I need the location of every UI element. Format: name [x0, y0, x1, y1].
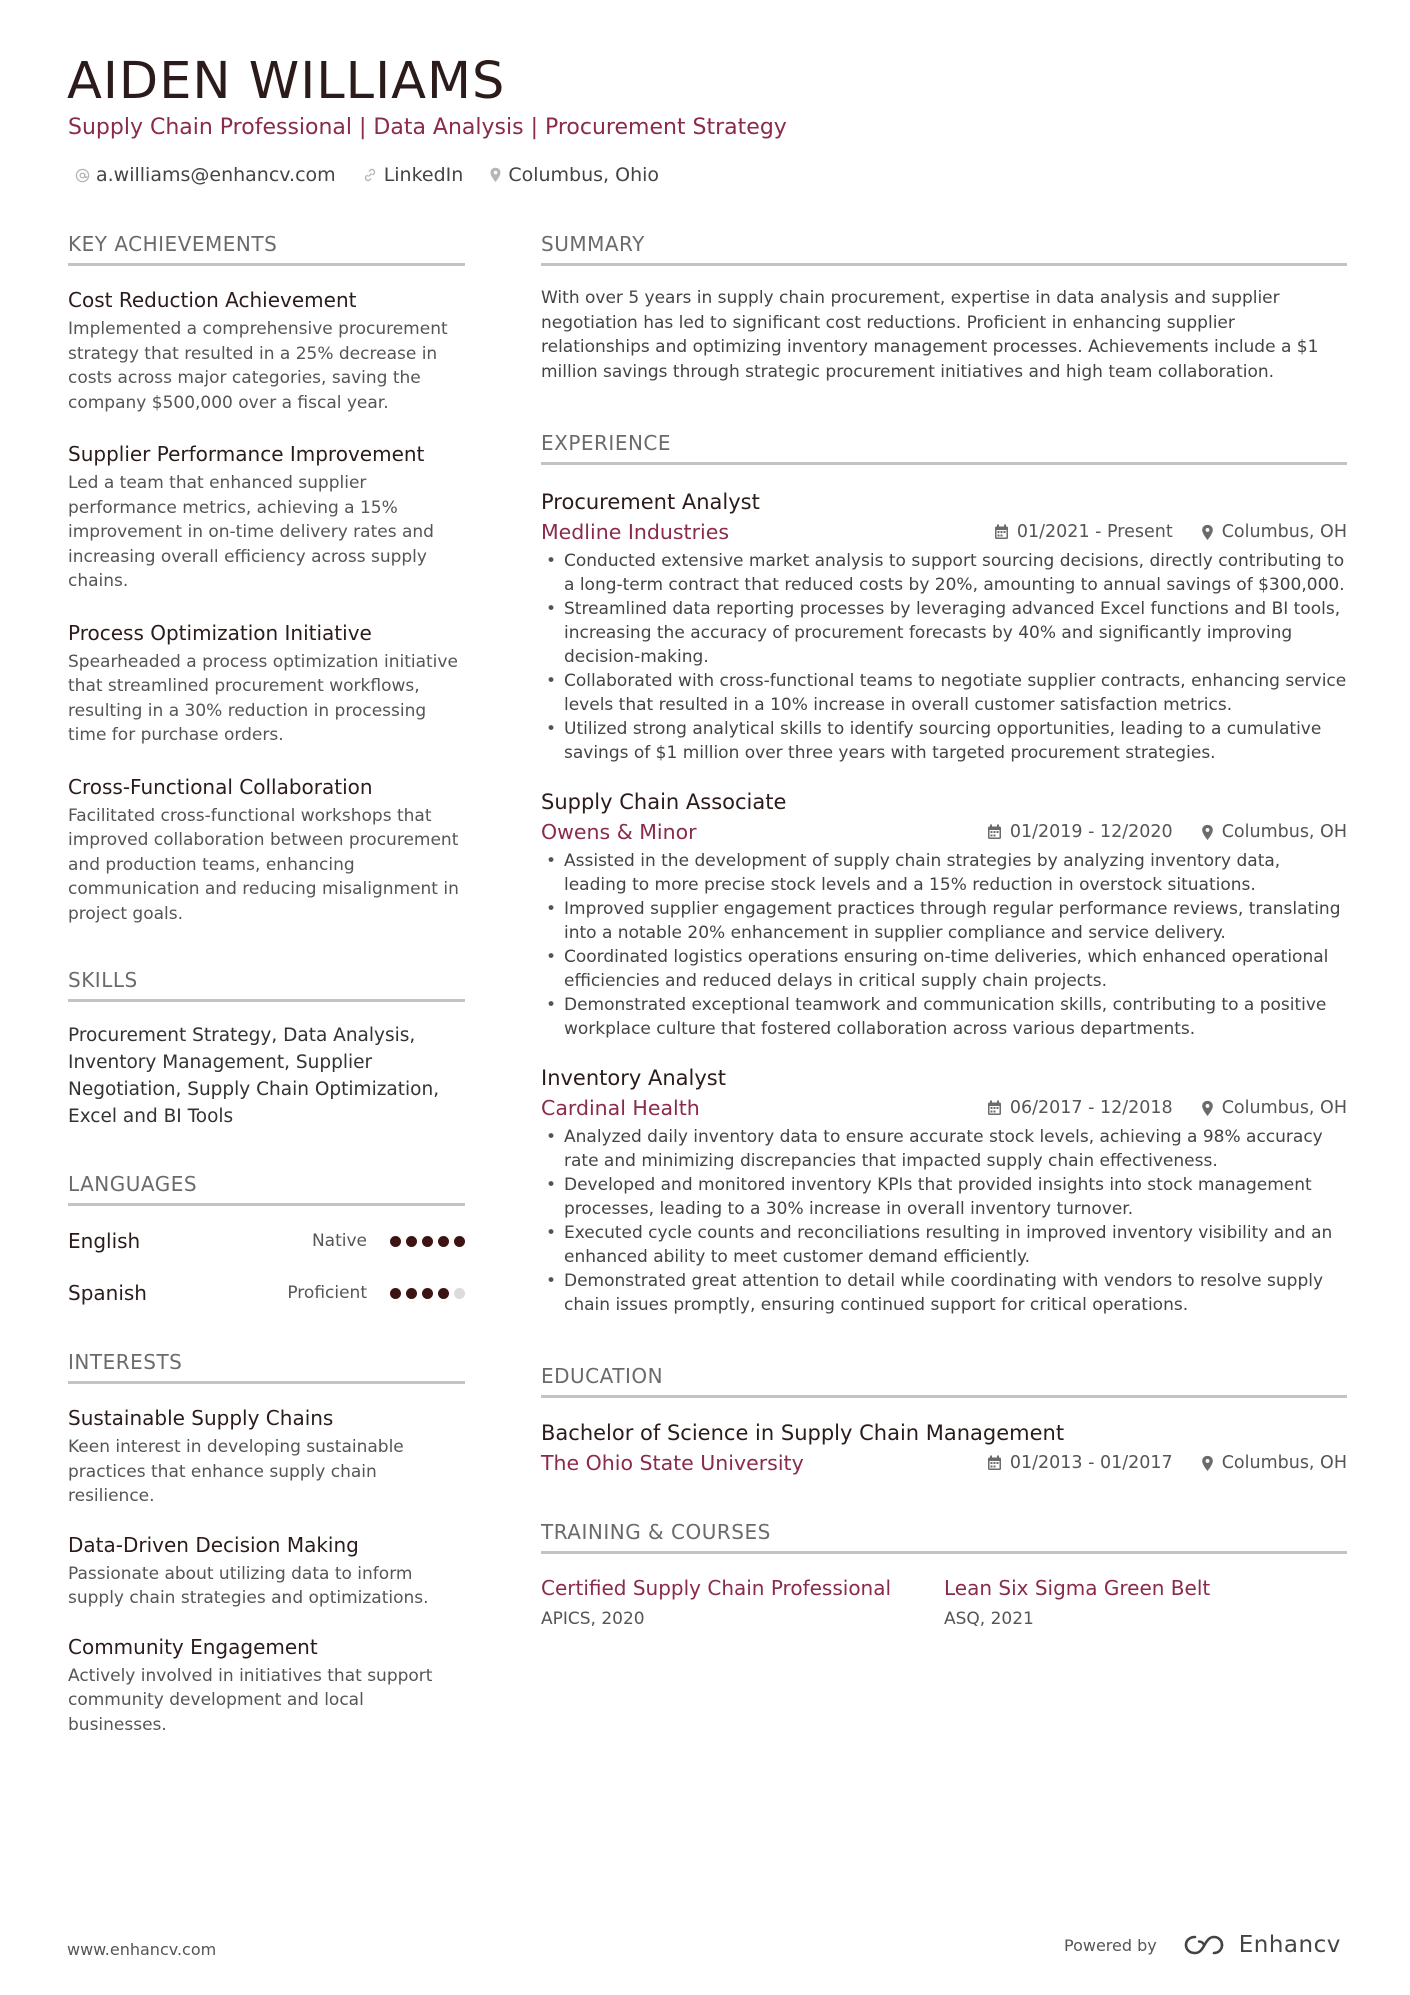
summary-text: With over 5 years in supply chain procurement, expertise in data analysis and supplier negotiation has led to significant cost reductions. Proficient in enhancing supplier relationships and optimizing inventory management processes. Achievements include a $1 million savings through strategic procurement initiatives and high team collaboration.: [541, 288, 1319, 382]
job-bullet: • Collaborated with cross-functional teams to negotiate supplier contracts, enhancing service levels that resulted in a 10% increase in overall customer satisfaction metrics.: [541, 669, 1347, 717]
contact-email[interactable]: [75, 162, 336, 188]
headline: Supply Chain Professional | Data Analysis | Procurement Strategy: [68, 115, 787, 140]
degree-title: Bachelor of Science in Supply Chain Management: [541, 1421, 1065, 1445]
job-bullets: [541, 849, 1347, 1041]
rating-dot: [438, 1236, 449, 1247]
language-row: [68, 1278, 465, 1308]
training-heading: TRAINING & COURSES: [541, 1518, 1347, 1554]
language-name: Spanish: [68, 1281, 147, 1305]
interest-desc: Actively involved in initiatives that support community development and local businesses.: [68, 1665, 433, 1735]
right-column: [541, 230, 1347, 1632]
achievement-item: [68, 773, 465, 927]
footer-website[interactable]: www.enhancv.com: [67, 1940, 217, 1959]
education-location-text: Columbus, OH: [1221, 1453, 1347, 1473]
job-location-text: Columbus, OH: [1221, 522, 1347, 542]
job-dates: [987, 1098, 1173, 1118]
job-bullet: • Executed cycle counts and reconciliations resulting in improved inventory visibility and an enhanced ability to meet customer demand efficiently.: [541, 1221, 1347, 1269]
interest-item: [68, 1633, 465, 1738]
calendar-icon: [987, 824, 1002, 840]
job-entry: [541, 787, 1347, 1041]
rating-dot: [406, 1236, 417, 1247]
interest-title: Data-Driven Decision Making: [68, 1532, 359, 1557]
job-dates: [994, 522, 1173, 542]
education-dates-text: 01/2013 - 01/2017: [1009, 1453, 1173, 1473]
contact-email-text: a.williams@enhancv.com: [96, 164, 336, 186]
interest-item: [68, 1531, 465, 1611]
job-dates-text: 01/2021 - Present: [1016, 522, 1173, 542]
at-icon: [75, 168, 90, 183]
contact-linkedin[interactable]: [362, 162, 464, 188]
job-title: Procurement Analyst: [541, 490, 760, 514]
rating-dot: [406, 1288, 417, 1299]
course-provider: APICS, 2020: [541, 1609, 645, 1629]
left-column: [68, 230, 465, 1737]
course-item: [541, 1574, 944, 1632]
interest-title: Sustainable Supply Chains: [68, 1406, 334, 1430]
job-bullet: • Assisted in the development of supply chain strategies by analyzing inventory data, leading to more precise stock levels and a 15% reduction in overstock situations.: [541, 849, 1347, 897]
language-name: English: [68, 1229, 141, 1253]
job-bullet: • Coordinated logistics operations ensuring on-time deliveries, which enhanced operational efficiencies and reduced delays in critical supply chain projects.: [541, 945, 1347, 993]
job-bullet: • Streamlined data reporting processes by leveraging advanced Excel functions and BI tools, increasing the accuracy of procurement forecasts by 40% and significantly improving decision-making.: [541, 597, 1347, 669]
skills-list: Procurement Strategy, Data Analysis, Inventory Management, Supplier Negotiation, Supply Chain Optimization, Excel and BI Tools: [68, 1025, 440, 1127]
map-pin-icon: [1201, 1455, 1214, 1472]
achievement-desc: Implemented a comprehensive procurement strategy that resulted in a 25% decrease in costs across major categories, saving the company $500,000 over a fiscal year.: [68, 319, 448, 413]
language-level: Proficient: [287, 1283, 367, 1303]
contact-location-text: Columbus, Ohio: [508, 164, 660, 186]
interest-item: [68, 1404, 465, 1509]
achievements-heading: KEY ACHIEVEMENTS: [68, 230, 465, 266]
job-bullet: • Demonstrated exceptional teamwork and communication skills, contributing to a positive workplace culture that fostered collaboration across various departments.: [541, 993, 1347, 1041]
footer-branding: [1064, 1932, 1341, 1958]
job-location: [1201, 522, 1347, 542]
company-name: Cardinal Health: [541, 1096, 700, 1120]
calendar-icon: [987, 1455, 1002, 1471]
job-meta: [541, 517, 1347, 547]
achievement-item: [68, 440, 465, 594]
job-bullet: • Analyzed daily inventory data to ensure accurate stock levels, achieving a 98% accuracy rate and minimizing discrepancies that impacted supply chain effectiveness.: [541, 1125, 1347, 1173]
calendar-icon: [994, 524, 1009, 540]
link-icon: [362, 167, 378, 183]
job-dates-text: 06/2017 - 12/2018: [1009, 1098, 1173, 1118]
map-pin-icon: [1201, 524, 1214, 541]
education-meta: [541, 1448, 1347, 1478]
achievement-desc: Facilitated cross-functional workshops that improved collaboration between procurement and production teams, enhancing communication and reducing misalignment in project goals.: [68, 805, 459, 924]
education-heading: EDUCATION: [541, 1362, 1347, 1398]
candidate-name: AIDEN WILLIAMS: [67, 52, 506, 111]
rating-dot: [390, 1288, 401, 1299]
achievement-title: Cross-Functional Collaboration: [68, 774, 373, 799]
interest-desc: Passionate about utilizing data to inform supply chain strategies and optimizations.: [68, 1563, 429, 1608]
language-row: [68, 1226, 465, 1256]
achievement-title: Process Optimization Initiative: [68, 620, 372, 645]
job-entry: [541, 1063, 1347, 1317]
achievement-title: Supplier Performance Improvement: [68, 442, 425, 466]
language-level: Native: [311, 1231, 367, 1251]
enhancv-logo[interactable]: [1183, 1932, 1341, 1958]
job-bullets: [541, 1125, 1347, 1317]
company-name: Owens & Minor: [541, 820, 697, 844]
achievement-desc: Led a team that enhanced supplier performance metrics, achieving a 15% improvement in on-time delivery rates and increasing overall efficiency across supply chains.: [68, 473, 434, 591]
skills-heading: SKILLS: [68, 966, 465, 1002]
interests-heading: INTERESTS: [68, 1348, 465, 1384]
job-title: Supply Chain Associate: [541, 790, 787, 814]
achievement-desc: Spearheaded a process optimization initiative that streamlined procurement workflows, resulting in a 30% reduction in processing time for purchase orders.: [68, 651, 458, 745]
courses-list: [541, 1574, 1347, 1632]
job-location-text: Columbus, OH: [1221, 1098, 1347, 1118]
job-bullet: • Developed and monitored inventory KPIs that provided insights into stock management processes, leading to a 30% increase in overall inventory turnover.: [541, 1173, 1347, 1221]
job-location: [1201, 822, 1347, 842]
rating-dot: [390, 1236, 401, 1247]
enhancv-logo-icon: [1183, 1933, 1229, 1957]
rating-dot: [454, 1236, 465, 1247]
school-name: The Ohio State University: [541, 1451, 804, 1475]
map-pin-icon: [489, 167, 502, 183]
job-entry: [541, 487, 1347, 765]
map-pin-icon: [1201, 1100, 1214, 1117]
job-bullet: • Demonstrated great attention to detail while coordinating with vendors to resolve supply chain issues promptly, ensuring continued support for critical operations.: [541, 1269, 1347, 1317]
achievement-item: [68, 286, 465, 415]
interest-title: Community Engagement: [68, 1634, 318, 1659]
job-bullet: • Improved supplier engagement practices through regular performance reviews, translating into a notable 20% enhancement in supplier compliance and service delivery.: [541, 897, 1347, 945]
job-meta: [541, 817, 1347, 847]
powered-by-text: Powered by: [1064, 1935, 1157, 1955]
education-location: [1201, 1453, 1347, 1473]
job-bullet: • Utilized strong analytical skills to identify sourcing opportunities, leading to a cumulative savings of $1 million over three years with targeted procurement strategies.: [541, 717, 1347, 765]
course-item: [944, 1574, 1347, 1632]
languages-heading: LANGUAGES: [68, 1170, 465, 1206]
rating-dot: [422, 1288, 433, 1299]
summary-heading: SUMMARY: [541, 230, 1347, 266]
achievement-title: Cost Reduction Achievement: [68, 288, 357, 312]
course-title: Lean Six Sigma Green Belt: [944, 1576, 1211, 1600]
job-dates: [987, 822, 1173, 842]
course-title: Certified Supply Chain Professional: [541, 1576, 892, 1600]
job-bullets: [541, 549, 1347, 765]
calendar-icon: [987, 1100, 1002, 1116]
rating-dot: [422, 1236, 433, 1247]
job-title: Inventory Analyst: [541, 1066, 726, 1090]
company-name: Medline Industries: [541, 520, 730, 544]
contact-bar: [75, 162, 685, 188]
job-dates-text: 01/2019 - 12/2020: [1009, 822, 1173, 842]
map-pin-icon: [1201, 824, 1214, 841]
rating-dot: [438, 1288, 449, 1299]
contact-location: [489, 162, 659, 188]
job-meta: [541, 1093, 1347, 1123]
interest-desc: Keen interest in developing sustainable practices that enhance supply chain resilience.: [68, 1437, 404, 1506]
contact-linkedin-text: LinkedIn: [383, 164, 464, 186]
experience-heading: EXPERIENCE: [541, 429, 1347, 465]
achievement-item: [68, 619, 465, 748]
job-location-text: Columbus, OH: [1221, 822, 1347, 842]
education-dates: [987, 1453, 1173, 1473]
language-rating: [385, 1236, 465, 1247]
language-rating: [385, 1288, 465, 1299]
job-location: [1201, 1098, 1347, 1118]
brand-name: Enhancv: [1238, 1932, 1341, 1958]
course-provider: ASQ, 2021: [944, 1609, 1034, 1629]
job-bullet: • Conducted extensive market analysis to support sourcing decisions, directly contributing to a long-term contract that reduced costs by 20%, amounting to annual savings of $300,000.: [541, 549, 1347, 597]
rating-dot: [454, 1288, 465, 1299]
